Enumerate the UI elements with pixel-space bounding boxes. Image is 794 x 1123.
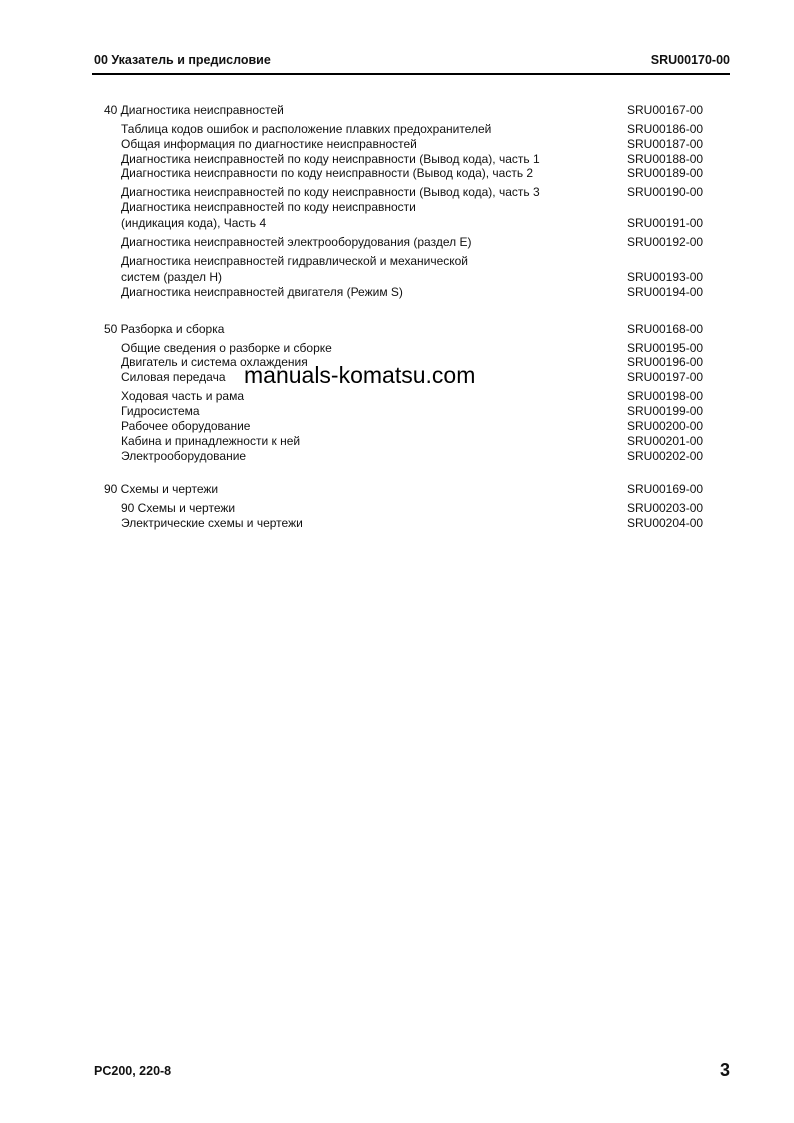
toc-item-code: SRU00187-00 (627, 137, 704, 151)
page-number: 3 (719, 1060, 730, 1080)
toc-section-90[interactable]: 90 Схемы и чертежи (104, 482, 219, 496)
toc-item[interactable]: 90 Схемы и чертежи (121, 501, 236, 515)
toc-item-code: SRU00197-00 (627, 370, 704, 384)
toc-item[interactable]: Электрические схемы и чертежи (121, 516, 303, 530)
toc-item-code: SRU00203-00 (627, 501, 704, 515)
toc-item[interactable]: Диагностика неисправностей двигателя (Режим S) (121, 285, 403, 299)
toc-section-50[interactable]: 50 Разборка и сборка (104, 322, 225, 336)
toc-item[interactable]: Кабина и принадлежности к ней (121, 434, 301, 448)
toc-item[interactable]: Диагностика неисправности по коду неисправности (Вывод кода), часть 2 (121, 166, 534, 180)
toc-item[interactable]: Общие сведения о разборке и сборке (121, 341, 332, 355)
toc-item[interactable]: Диагностика неисправностей электрооборудования (раздел Е) (121, 235, 472, 249)
toc-item-code: SRU00199-00 (627, 404, 704, 418)
toc-item-code: SRU00191-00 (627, 216, 704, 230)
toc-item[interactable]: Диагностика неисправностей по коду неисправности (Вывод кода), часть 1 (121, 152, 540, 166)
toc-item-code: SRU00188-00 (627, 152, 704, 166)
page-footer (94, 1060, 730, 1084)
toc-item-code: SRU00202-00 (627, 449, 704, 463)
toc-item[interactable]: Диагностика неисправностей по коду неисправности (Вывод кода), часть 3 (121, 185, 540, 199)
toc-item-code: SRU00193-00 (627, 270, 704, 284)
toc-item-code: SRU00198-00 (627, 389, 704, 403)
header-divider (92, 73, 730, 75)
toc-item-code: SRU00190-00 (627, 185, 704, 199)
toc-item-code: SRU00204-00 (627, 516, 704, 530)
toc-item-code: SRU00195-00 (627, 341, 704, 355)
toc-item-code: SRU00194-00 (627, 285, 704, 299)
toc-item-continuation[interactable]: систем (раздел Н) (121, 270, 223, 284)
toc-item[interactable]: Гидросистема (121, 404, 200, 418)
toc-section-90-code: SRU00169-00 (627, 482, 704, 496)
toc-section-50-code: SRU00168-00 (627, 322, 704, 336)
toc-section-40-code: SRU00167-00 (627, 103, 704, 117)
toc-item-code: SRU00201-00 (627, 434, 704, 448)
page-header (94, 53, 730, 71)
watermark: manuals-komatsu.com (244, 362, 476, 388)
toc-item-code: SRU00186-00 (627, 122, 704, 136)
section-title: 00 Указатель и предисловие (94, 53, 271, 67)
toc-item[interactable]: Диагностика неисправностей гидравлической и механической (121, 254, 469, 268)
toc-item[interactable]: Общая информация по диагностике неисправностей (121, 137, 417, 151)
document-code: SRU00170-00 (650, 53, 730, 67)
toc-item[interactable]: Таблица кодов ошибок и расположение плавких предохранителей (121, 122, 492, 136)
toc-item-code: SRU00200-00 (627, 419, 704, 433)
toc-item[interactable]: Ходовая часть и рама (121, 389, 245, 403)
toc-item-code: SRU00192-00 (627, 235, 704, 249)
toc-item-continuation[interactable]: (индикация кода), Часть 4 (121, 216, 267, 230)
toc-item[interactable]: Электрооборудование (121, 449, 247, 463)
toc-item-code: SRU00189-00 (627, 166, 704, 180)
toc-section-40[interactable]: 40 Диагностика неисправностей (104, 103, 284, 117)
machine-model: PC200, 220-8 (94, 1064, 172, 1078)
toc-item[interactable]: Рабочее оборудование (121, 419, 251, 433)
toc-item[interactable]: Диагностика неисправностей по коду неисправности (121, 200, 416, 214)
toc-item-code: SRU00196-00 (627, 355, 704, 369)
toc-item[interactable]: Двигатель и система охлаждения (121, 355, 308, 369)
toc-item[interactable]: Силовая передача (121, 370, 226, 384)
